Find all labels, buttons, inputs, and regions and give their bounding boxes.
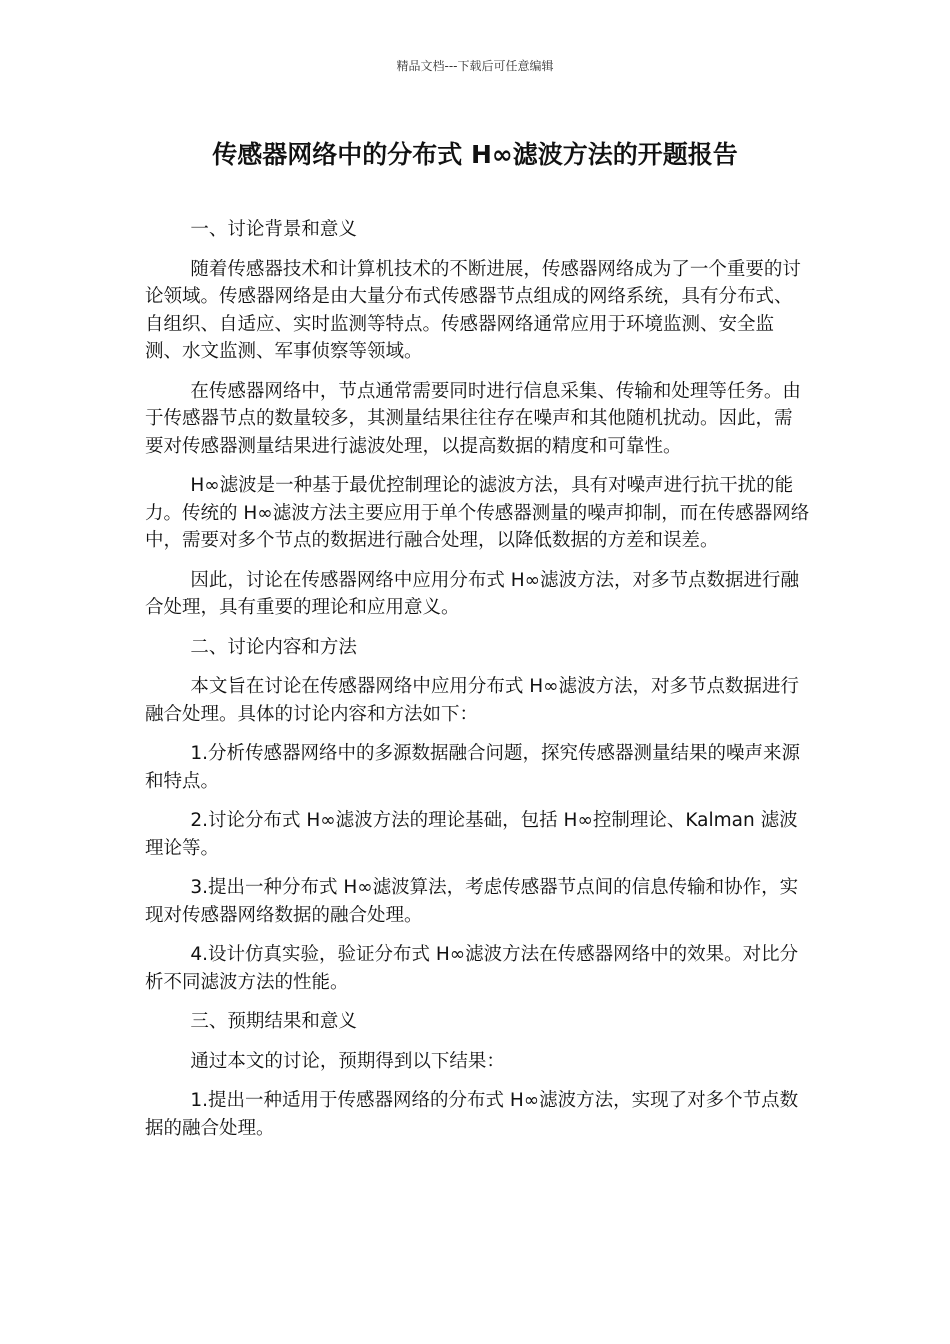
paragraph: 通过本文的讨论，预期得到以下结果： (190, 1050, 505, 1072)
section-heading-background: 一、讨论背景和意义 (190, 219, 357, 240)
paragraph: 随着传感器技术和计算机技术的不断进展，传感器网络成为了一个重要的讨论领域。传感器网络是由大量分布式传感器节点组成的网络系统，具有分布式、自组织、自适应、实时监测等特点。传感器网络通常应用于环境监测、安全监测、水文监测、军事侦察等领域。 (145, 258, 801, 362)
list-item: 1.提出一种适用于传感器网络的分布式 H∞滤波方法，实现了对多个节点数据的融合处理。 (145, 1090, 799, 1139)
list-item: 3.提出一种分布式 H∞滤波算法，考虑传感器节点间的信息传输和协作，实现对传感器网络数据的融合处理。 (145, 877, 799, 926)
header-note: 精品文档---下载后可任意编辑 (396, 59, 554, 73)
paragraph: 在传感器网络中，节点通常需要同时进行信息采集、传输和处理等任务。由于传感器节点的数量较多，其测量结果往往存在噪声和其他随机扰动。因此，需要对传感器测量结果进行滤波处理，以提高数据的精度和可靠性。 (145, 380, 801, 457)
section-heading-content-methods: 二、讨论内容和方法 (190, 636, 357, 658)
list-item: 4.设计仿真实验，验证分布式 H∞滤波方法在传感器网络中的效果。对比分析不同滤波方法的性能。 (145, 944, 799, 993)
document-body (145, 216, 810, 1154)
list-item: 1.分析传感器网络中的多源数据融合问题，探究传感器测量结果的噪声来源和特点。 (145, 743, 800, 792)
paragraph: 本文旨在讨论在传感器网络中应用分布式 H∞滤波方法，对多节点数据进行融合处理。具体的讨论内容和方法如下： (145, 676, 800, 725)
paragraph: 因此，讨论在传感器网络中应用分布式 H∞滤波方法，对多节点数据进行融合处理，具有重要的理论和应用意义。 (145, 569, 800, 618)
document-title: 传感器网络中的分布式 H∞滤波方法的开题报告 (212, 140, 738, 169)
paragraph: H∞滤波是一种基于最优控制理论的滤波方法，具有对噪声进行抗干扰的能力。传统的 H∞滤波方法主要应用于单个传感器测量的噪声抑制，而在传感器网络中，需要对多个节点的数据进行融合处理，以降低数据的方差和误差。 (145, 475, 810, 551)
list-item: 2.讨论分布式 H∞滤波方法的理论基础，包括 H∞控制理论、Kalman 滤波理论等。 (145, 810, 798, 859)
section-heading-expected-results: 三、预期结果和意义 (190, 1011, 357, 1032)
